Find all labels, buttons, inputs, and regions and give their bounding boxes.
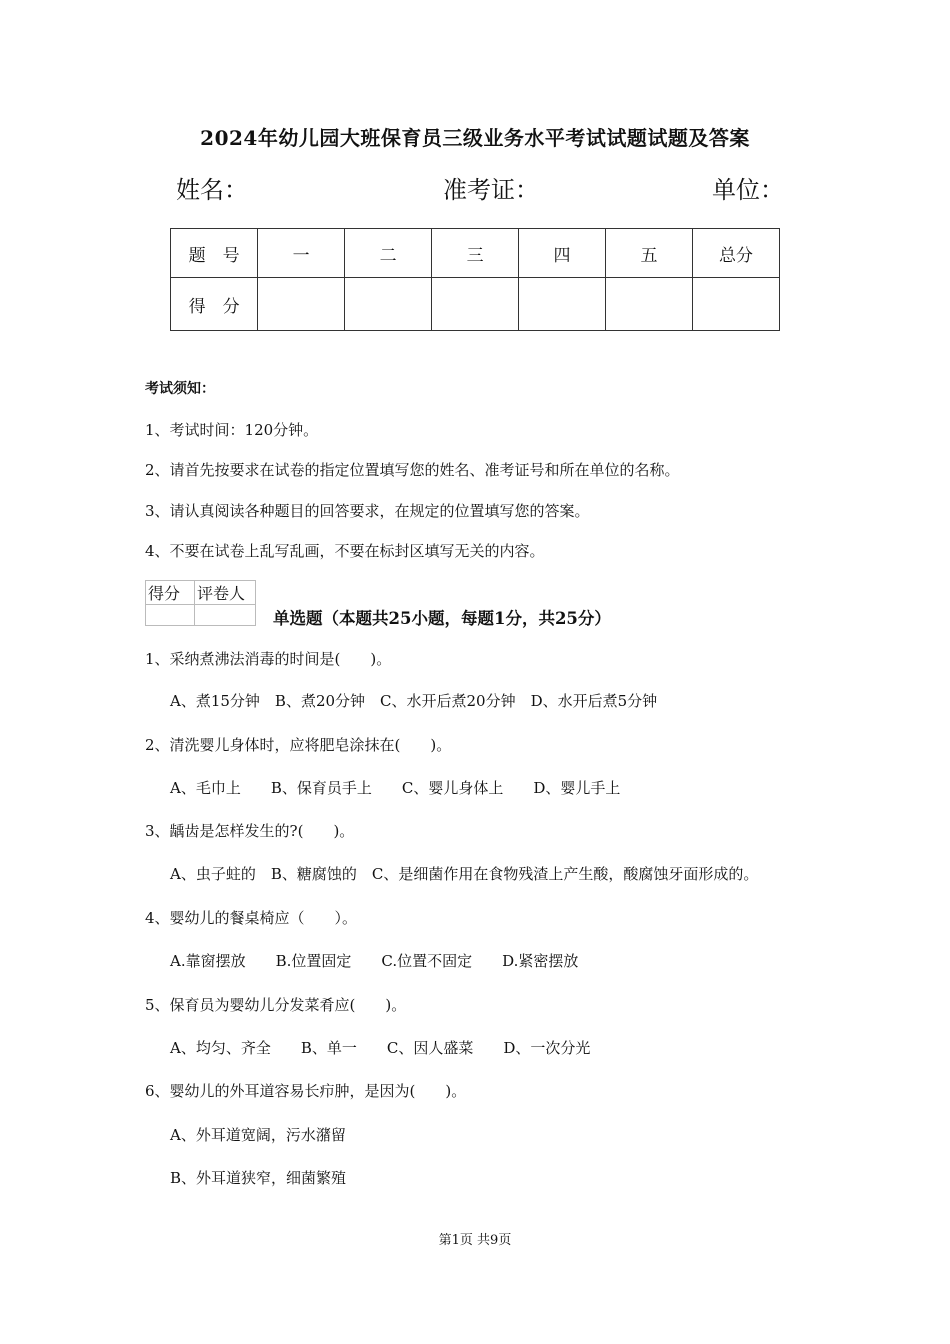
- score-cell[interactable]: [519, 278, 606, 331]
- question-text: 1、采纳煮沸法消毒的时间是( )。: [145, 650, 392, 668]
- name-field-label: 姓名：: [176, 176, 248, 204]
- grader-score-label: 得分: [146, 581, 195, 605]
- notice-item: 1、考试时间：120分钟。: [145, 421, 319, 439]
- page-title: 2024年幼儿园大班保育员三级业务水平考试试题试题及答案: [200, 126, 750, 150]
- score-table-header-row: [171, 229, 780, 278]
- question-text: 3、龋齿是怎样发生的?( )。: [145, 822, 355, 840]
- score-header-cell: 一: [258, 229, 345, 278]
- exam-id-field-label: 准考证：: [443, 176, 539, 204]
- unit-field-label: 单位：: [712, 176, 784, 204]
- score-cell[interactable]: [432, 278, 519, 331]
- notice-item: 2、请首先按要求在试卷的指定位置填写您的姓名、准考证号和所在单位的名称。: [145, 461, 680, 479]
- score-header-cell: 五: [606, 229, 693, 278]
- question-text: 5、保育员为婴幼儿分发菜肴应( )。: [145, 996, 407, 1014]
- score-header-cell: 四: [519, 229, 606, 278]
- notice-heading: 考试须知：: [145, 381, 215, 397]
- score-cell[interactable]: [606, 278, 693, 331]
- score-table: [170, 228, 780, 331]
- notice-item: 4、不要在试卷上乱写乱画，不要在标封区填写无关的内容。: [145, 542, 545, 560]
- question-text: 2、清洗婴儿身体时，应将肥皂涂抹在( )。: [145, 736, 452, 754]
- grader-reviewer-cell[interactable]: [195, 605, 256, 626]
- grader-box: [145, 580, 256, 626]
- section-title: 单选题（本题共25小题，每题1分，共25分）: [273, 609, 611, 628]
- score-cell[interactable]: [692, 278, 779, 331]
- score-row-label: 得 分: [171, 278, 258, 331]
- score-cell[interactable]: [258, 278, 345, 331]
- notice-item: 3、请认真阅读各种题目的回答要求，在规定的位置填写您的答案。: [145, 502, 590, 520]
- grader-score-cell[interactable]: [146, 605, 195, 626]
- grader-reviewer-label: 评卷人: [195, 581, 256, 605]
- question-options: A.靠窗摆放 B.位置固定 C.位置不固定 D.紧密摆放: [170, 952, 579, 970]
- score-header-cell: 总分: [692, 229, 779, 278]
- question-options: A、虫子蛀的 B、糖腐蚀的 C、是细菌作用在食物残渣上产生酸，酸腐蚀牙面形成的。: [170, 865, 759, 883]
- score-header-cell: 二: [345, 229, 432, 278]
- question-options: A、毛巾上 B、保育员手上 C、婴儿身体上 D、婴儿手上: [170, 779, 621, 797]
- question-text: 6、婴幼儿的外耳道容易长疖肿，是因为( )。: [145, 1082, 467, 1100]
- question-options: A、均匀、齐全 B、单一 C、因人盛菜 D、一次分光: [170, 1039, 591, 1057]
- question-option: B、外耳道狭窄，细菌繁殖: [170, 1169, 347, 1187]
- score-header-cell: 题 号: [171, 229, 258, 278]
- score-cell[interactable]: [345, 278, 432, 331]
- question-option: A、外耳道宽阔，污水潴留: [170, 1126, 346, 1144]
- score-header-cell: 三: [432, 229, 519, 278]
- question-text: 4、婴幼儿的餐桌椅应（ ）。: [145, 909, 358, 927]
- score-table-score-row: [171, 278, 780, 331]
- page-footer: 第1页 共9页: [438, 1233, 512, 1248]
- question-options: A、煮15分钟 B、煮20分钟 C、水开后煮20分钟 D、水开后煮5分钟: [170, 692, 658, 710]
